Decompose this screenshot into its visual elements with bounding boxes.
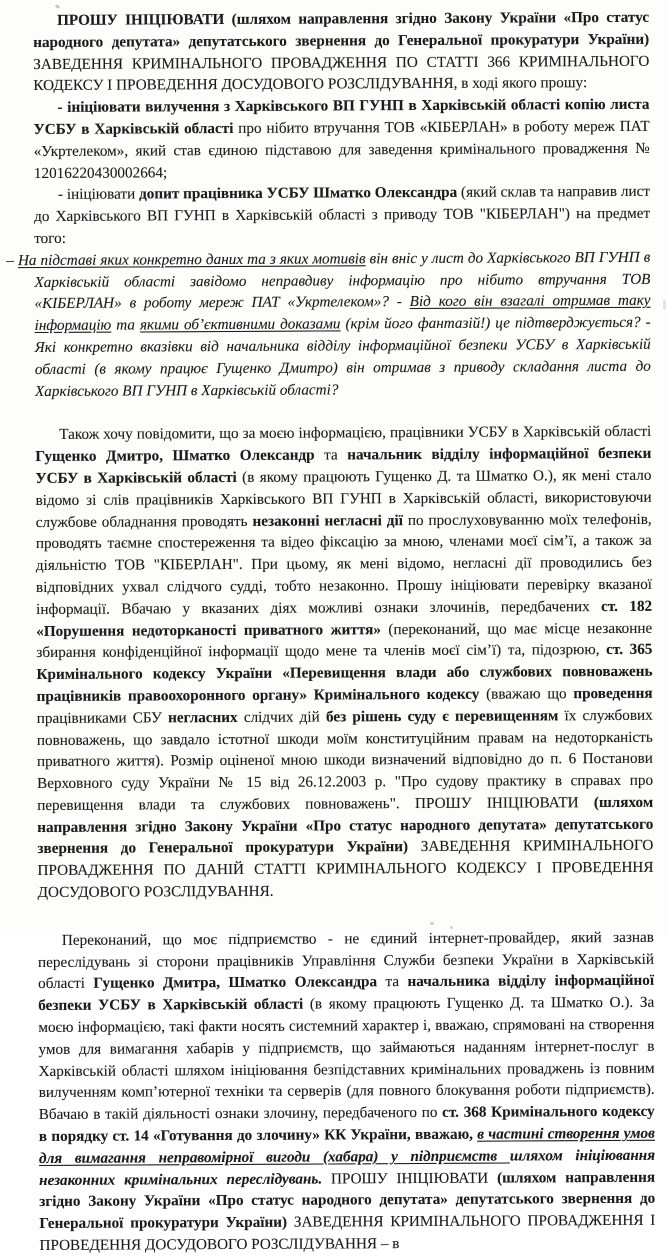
paragraph [38, 927, 656, 1257]
text-run: якими об’єктивними доказами [139, 315, 341, 334]
text-run: та [324, 446, 348, 464]
document-text [6, 7, 656, 1257]
text-run: допит працівника УСБУ Шматко Олександра [139, 184, 462, 203]
paragraph [33, 7, 649, 97]
text-run: (крім його фантазій!) це підтверджується? - Які конкретно вказівки від начальника відділу інформаційної безпеки УСБУ в Харківській області (в якому працює Гущенко Дмитро) він отримав з приводу складання листа до Харківського ВП ГУНП в Харківській області? [34, 313, 651, 400]
text-run: Також хочу повідомити, що за моєю інформацією, працівники УСБУ в Харківській області [59, 423, 652, 444]
scan-artifact [430, 922, 434, 925]
text-run: начальника відділу інформаційної безпеки УСБУ в Харківській області [38, 972, 655, 1015]
text-run: та [385, 973, 408, 991]
text-run: ст. 365 Кримінального кодексу України «Перевищення влади або службових повноважень працівників правоохоронного органу» Кримінального кодексу [36, 641, 653, 705]
paragraph [6, 247, 651, 403]
text-run: - ініціювати вилучення з Харківського ВП ГУНП в Харківській області копію листа УСБУ в Харківській області [33, 95, 650, 138]
text-run: ПРОШУ ІНІЦІЮВАТИ (шляхом направлення згідно Закону України «Про статус народного депутата» депутатського звернення до Генеральної прокуратури України) [33, 8, 650, 51]
text-run: (шляхом направлення згідно Закону України «Про статус народного депутата» депутатського звернення до Генеральної прокуратури України) [37, 793, 654, 858]
paragraph [34, 181, 650, 250]
paragraph [35, 421, 654, 904]
text-run: (шляхом направлення згідно Закону України «Про статус народного депутата» депутатського звернення до Генеральної прокуратури України) [39, 1168, 656, 1233]
text-run: ЗАВЕДЕННЯ КРИМІНАЛЬНОГО ПРОВАДЖЕННЯ ПО ДАНІЙ СТАТТІ КРИМІНАЛЬНОГО КОДЕКСУ І ПРОВЕДЕННЯ ДОСУДОВОГО РОЗСЛІДУВАННЯ. [37, 837, 654, 902]
text-run: (вважаю що [486, 685, 574, 703]
text-run: в ході якого прошу: [461, 74, 588, 93]
text-run: негласних [168, 708, 244, 727]
text-run: їх службових повноважень, що завдало істотної шкоди моїм конституційним правам на недоторканість приватного життя). Розмір оціненої мною шкоди визначений відповідно до п. 6 Постанови Верховного суду України № 15 від 26.12.2003 р. "Про судову практику в справах про перевищення влади та службових повноважень". ПРОШУ ІНІЦІЮВАТИ [36, 706, 654, 814]
text-run: (переконаний, що має місце незаконне збирання конфіденційної інформації щодо мене та членів моєї сім’ї) та, підозрюю, [36, 619, 653, 662]
scan-artifact [55, 4, 61, 9]
text-run: шляхом ініціювання незаконних кримінальних переслідувань. [39, 1146, 656, 1189]
scan-artifact [663, 300, 666, 310]
text-run: Переконаний, що моє підприємство - не єдиний інтернет-провайдер, який зазнав переслідувань зі сторони працівників Управління Служби безпеки України в Харківській області [37, 928, 655, 993]
scan-artifact [450, 926, 453, 929]
text-run: проведення [573, 684, 653, 703]
text-run: начальник відділу інформаційної безпеки УСБУ в Харківській області [35, 444, 652, 487]
text-run: ст. 368 Кримінального кодексу в порядку ст. 14 «Готування до злочину» КК України, вважаю, [38, 1103, 655, 1146]
text-run: та [111, 316, 140, 334]
paragraph [33, 94, 649, 184]
text-run: (який склав та направив лист до Харківського ВП ГУНП в Харківській області з приводу ТОВ "КІБЕРЛАН") на предмет того: [34, 183, 651, 247]
text-run: він вніс у лист до Харківського ВП ГУНП в Харківській області завідомо неправдиву інформацію про нібито втручання ТОВ «КІБЕРЛАН» в роботу мереж ПАТ «Укртелеком»? - [34, 248, 651, 313]
text-run: ПРОШУ ІНІЦІЮВАТИ [330, 1169, 498, 1188]
text-run: працівниками СБУ [36, 709, 169, 727]
text-run: – [6, 251, 18, 269]
text-run: про нібито втручання ТОВ «КІБЕРЛАН» в роботу мереж ПАТ «Укртелеком», який став єдиною підставою для заведення кримінального провадження № 12016220430002664; [33, 117, 650, 182]
text-run: Від кого він взагалі отримав таку інформацію [34, 292, 651, 335]
text-run: (в якому працюють Гущенко Д. та Шматко О.), як мені стало відомо зі слів працівників Харківського ВП ГУНП в Харківській області, використовуючи службове обладнання проводять [35, 466, 652, 531]
text-run: по прослуховуванню моїх телефонів, проводять таємне спостереження та відео фіксацію за мною, членами моєї сім’ї, а також за діяльністю ТОВ "КІБЕРЛАН". При цьому, як мені відомо, негласні дії проводились без відповідних ухвал слідчого судді, тобто незаконно. Прошу ініціювати перевірку вказаної інформації. Вбачаю у вказаних діях можливі ознаки злочинів, передбачених [35, 510, 653, 618]
text-run: без рішень суду є перевищенням [325, 706, 565, 726]
text-run: слідчих дій [243, 708, 326, 726]
text-run: незаконні негласні дії [252, 511, 408, 530]
text-run: ЗАВЕДЕННЯ КРИМІНАЛЬНОГО ПРОВАДЖЕННЯ ПО СТАТТІ 366 КРИМІНАЛЬНОГО КОДЕКСУ І ПРОВЕДЕННЯ ДОСУДОВОГО РОЗСЛІДУВАННЯ, [33, 52, 650, 95]
text-run: Гущенко Дмитра, Шматко Олександра [93, 973, 386, 993]
text-run: На підставі яких конкретно даних та з яких мотивів [17, 250, 366, 269]
text-run: в частині створення умов для вимагання неправомірної вигоди (хабара) у підприємств [38, 1124, 655, 1167]
text-run: Гущенко Дмитро, Шматко Олександр [35, 446, 325, 466]
text-run: (в якому працюють Гущенко Д. та Шматко О.). За моєю інформацією, такі факти носять системний характер і, вважаю, спрямовані на створення умов для вимагання хабарів у підприємств, що займаються наданням інтернет-послуг в Харківській області шляхом ініціювання безпідставних кримінальних проваджень із повним вилученням комп’ютерної техніки та серверів (для повного блокування роботи підприємств). Вбачаю в такій діяльності ознаки злочину, передбаченого по [38, 994, 655, 1124]
text-run: ЗАВЕДЕННЯ КРИМІНАЛЬНОГО ПРОВАДЖЕННЯ І ПРОВЕДЕННЯ ДОСУДОВОГО РОЗСЛІДУВАННЯ – в [39, 1211, 656, 1255]
text-run: ст. 182 «Порушення недоторканості приватного життя» [36, 597, 653, 640]
text-run: - ініціювати [57, 185, 140, 204]
